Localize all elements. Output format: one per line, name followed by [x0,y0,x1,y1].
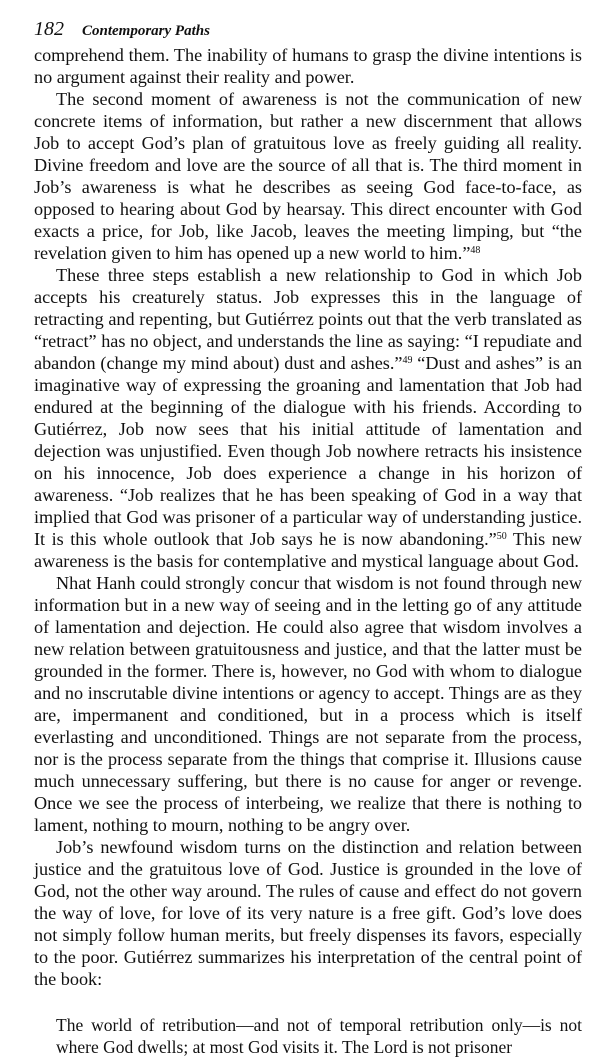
paragraph-3-text-b: “Dust and ashes” is an imaginative way of expressing the groaning and lamentation that Job had endured at the beginning of the dialogue with his friends. According to Gutiérrez, Job now sees that his initial attitude of lamentation and dejection was unjustified. Even though Job nowhere retracts his insistence on his innocence, Job does experience a change in his horizon of awareness. “Job realizes that he has been speaking of God in a way that implied that God was prisoner of a particular way of understanding justice. It is this whole outlook that Job says he is now abandoning.” [34,353,582,549]
paragraph-3 [34,264,582,572]
paragraph-1: comprehend them. The inability of humans to grasp the divine intentions is no argument against their reality and power. [34,45,582,87]
paragraph-3-text-a: These three steps establish a new relationship to God in which Job accepts his creaturely status. Job expresses this in the language of retracting and repenting, but Gutiérrez points out that the verb translated as “retract” has no object, and understands the line as saying: “I repudiate and abandon (change my mind about) dust and ashes.” [34,265,582,373]
footnote-ref-50: 50 [496,531,507,542]
book-page [34,14,582,1058]
running-title: Contemporary Paths [82,23,210,39]
paragraph-2-text: The second moment of awareness is not the communication of new concrete items of information, but rather a new discernment that allows Job to accept God’s plan of gratuitous love as freely guiding all reality. Divine freedom and love are the source of all that is. The third moment in Job’s awareness is what he describes as seeing God face-to-face, as opposed to hearing about God by hearsay. This direct encounter with God exacts a price, for Job, like Jacob, leaves the meeting limping, but “the revelation given to him has opened up a new world to him.” [34,89,582,263]
paragraph-2 [34,88,582,264]
running-head [34,14,582,44]
footnote-ref-49: 49 [402,355,413,366]
paragraph-5: Job’s newfound wisdom turns on the distinction and relation between justice and the gratuitous love of God. Justice is grounded in the love of God, not the other way around. The rules of cause and effect do not govern the way of love, for love of its very nature is a free gift. God’s love does not simply follow human merits, but freely dispenses its favors, especially to the poor. Gutiérrez summarizes his interpretation of the central point of the book: [34,837,582,989]
paragraph-3-text-c: This new awareness is the basis for contemplative and mystical language about God. [34,529,582,571]
page-number: 182 [34,18,64,40]
paragraph-4: Nhat Hanh could strongly concur that wisdom is not found through new information but in a new way of seeing and in the letting go of any attitude of lamentation and dejection. He could also agree that wisdom involves a new relation between gratuitousness and justice, and that the latter must be grounded in the former. There is, however, no God with whom to dialogue and no inscrutable divine intentions or agency to accept. Things are as they are, impermanent and conditioned, but in a process which is itself everlasting and unconditioned. Things are not separate from the process, nor is the process separate from the things that comprise it. Illusions cause much unnecessary suffering, but there is no cause for anger or revenge. Once we see the process of interbeing, we realize that there is nothing to lament, nothing to mourn, nothing to be angry over. [34,573,582,835]
block-quote: The world of retribution—and not of temporal retribution only—is not where God dwells; at most God visits it. The Lord is not prisoner [56,1015,582,1057]
footnote-ref-48: 48 [470,245,481,256]
